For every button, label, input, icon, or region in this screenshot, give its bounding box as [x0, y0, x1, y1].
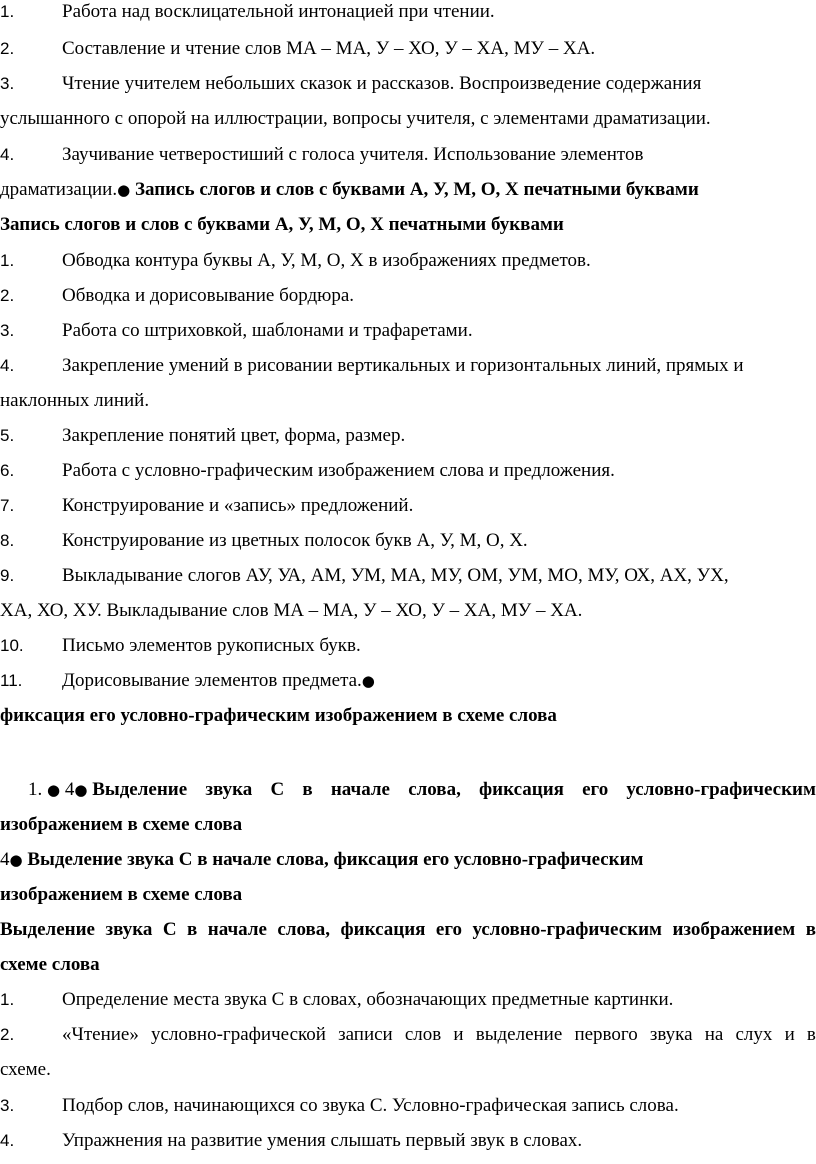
- list-item-continuation: наклонных линий.: [0, 390, 150, 411]
- heading-line: 4● Выделение звука С в начале слова, фиксация его условно-графическим: [0, 849, 644, 870]
- bullet-icon: ●: [9, 851, 23, 869]
- bullet-icon: ●: [74, 781, 88, 799]
- section-heading: Запись слогов и слов с буквами А, У, М, О, Х печатными буквами: [0, 214, 564, 235]
- bullet-icon: ●: [361, 672, 375, 690]
- list-item-continuation: драматизации.● Запись слогов и слов с буквами А, У, М, О, Х печатными буквами: [0, 179, 699, 200]
- heading-continuation: изображением в схеме слова: [0, 884, 243, 905]
- list-item-continuation: ХА, ХО, ХУ. Выкладывание слов МА – МА, У – ХО, У – ХА, МУ – ХА.: [0, 600, 583, 621]
- bullet-icon: ●: [47, 781, 61, 799]
- list-item-continuation: услышанного с опорой на иллюстрации, вопросы учителя, с элементами драматизации.: [0, 108, 711, 129]
- document-page: 1. Работа над восклицательной интонацией при чтении. 2. Составление и чтение слов МА – МА, У – ХО, У – ХА, МУ – ХА. 3. Чтение учителем небольших сказок и рассказов. Воспроизведение содержания услышанного с опорой на иллюстрации, вопросы учителя, с элементами драматизации. 4. Заучивание четверостиший с голоса учителя. Использование элементов драматизации.● Запись слогов и слов с буквами А, У, М, О, Х печатными буквами Запись слогов и слов с буквами А, У, М, О, Х печатными буквами 1. Обводка контура буквы А, У, М, О, Х в изображениях предметов. 2. Обводка и дорисовывание бордюра. 3. Работа со штриховкой, шаблонами и трафаретами. 4. Закрепление умений в рисовании вертикальных и горизонтальных линий, прямых и наклонных линий. 5. Закрепление понятий цвет, форма, размер. 6. Работа с условно-графическим изображением слова и предложения. 7. Конструирование и «запись» предложений. 8. Конструирование из цветных полосок букв А, У, М, О, Х. 9. Выкладывание слогов АУ, УА, АМ, УМ, МА, МУ, ОМ, УМ, МО, МУ, ОХ, АХ, УХ, ХА, ХО, ХУ. Выкладывание слов МА – МА, У – ХО, У – ХА, МУ – ХА. 10. Письмо элементов рукописных букв. 11. Дорисовывание элементов предмета.● фиксация его условно-графическим изображением в схеме слова 1. ● 4● Выделение звука С в начале слова, фиксация его условно-графическим изображением в схеме слова 4● Выделение звука С в начале слова, фиксация его условно-графическим изображением в схеме слова Выделение звука С в начале слова, фиксация его условно-графическим изображением в схеме слова 1. Определение места звука С в словах, обозначающих предметные картинки. 2. «Чтение» условно-графической записи слов и выделение первого звука на слух и в схеме. 3. Подбор слов, начинающихся со звука С. Условно-графическая запись слова. 4. Упражнения на развитие умения слышать первый звук в словах.: [0, 1, 816, 1151]
- justified-heading: 1. ● 4● Выделение звука С в начале слова, фиксация его условно-графическим: [28, 779, 816, 800]
- fixation-line: фиксация его условно-графическим изображением в схеме слова: [0, 705, 557, 726]
- heading-continuation: схеме слова: [0, 954, 100, 975]
- justified-heading: Выделение звука С в начале слова, фиксация его условно-графическим изображением в: [0, 919, 816, 940]
- heading-continuation: изображением в схеме слова: [0, 814, 243, 835]
- list-item-continuation: схеме.: [0, 1059, 51, 1080]
- bullet-icon: ●: [117, 181, 131, 199]
